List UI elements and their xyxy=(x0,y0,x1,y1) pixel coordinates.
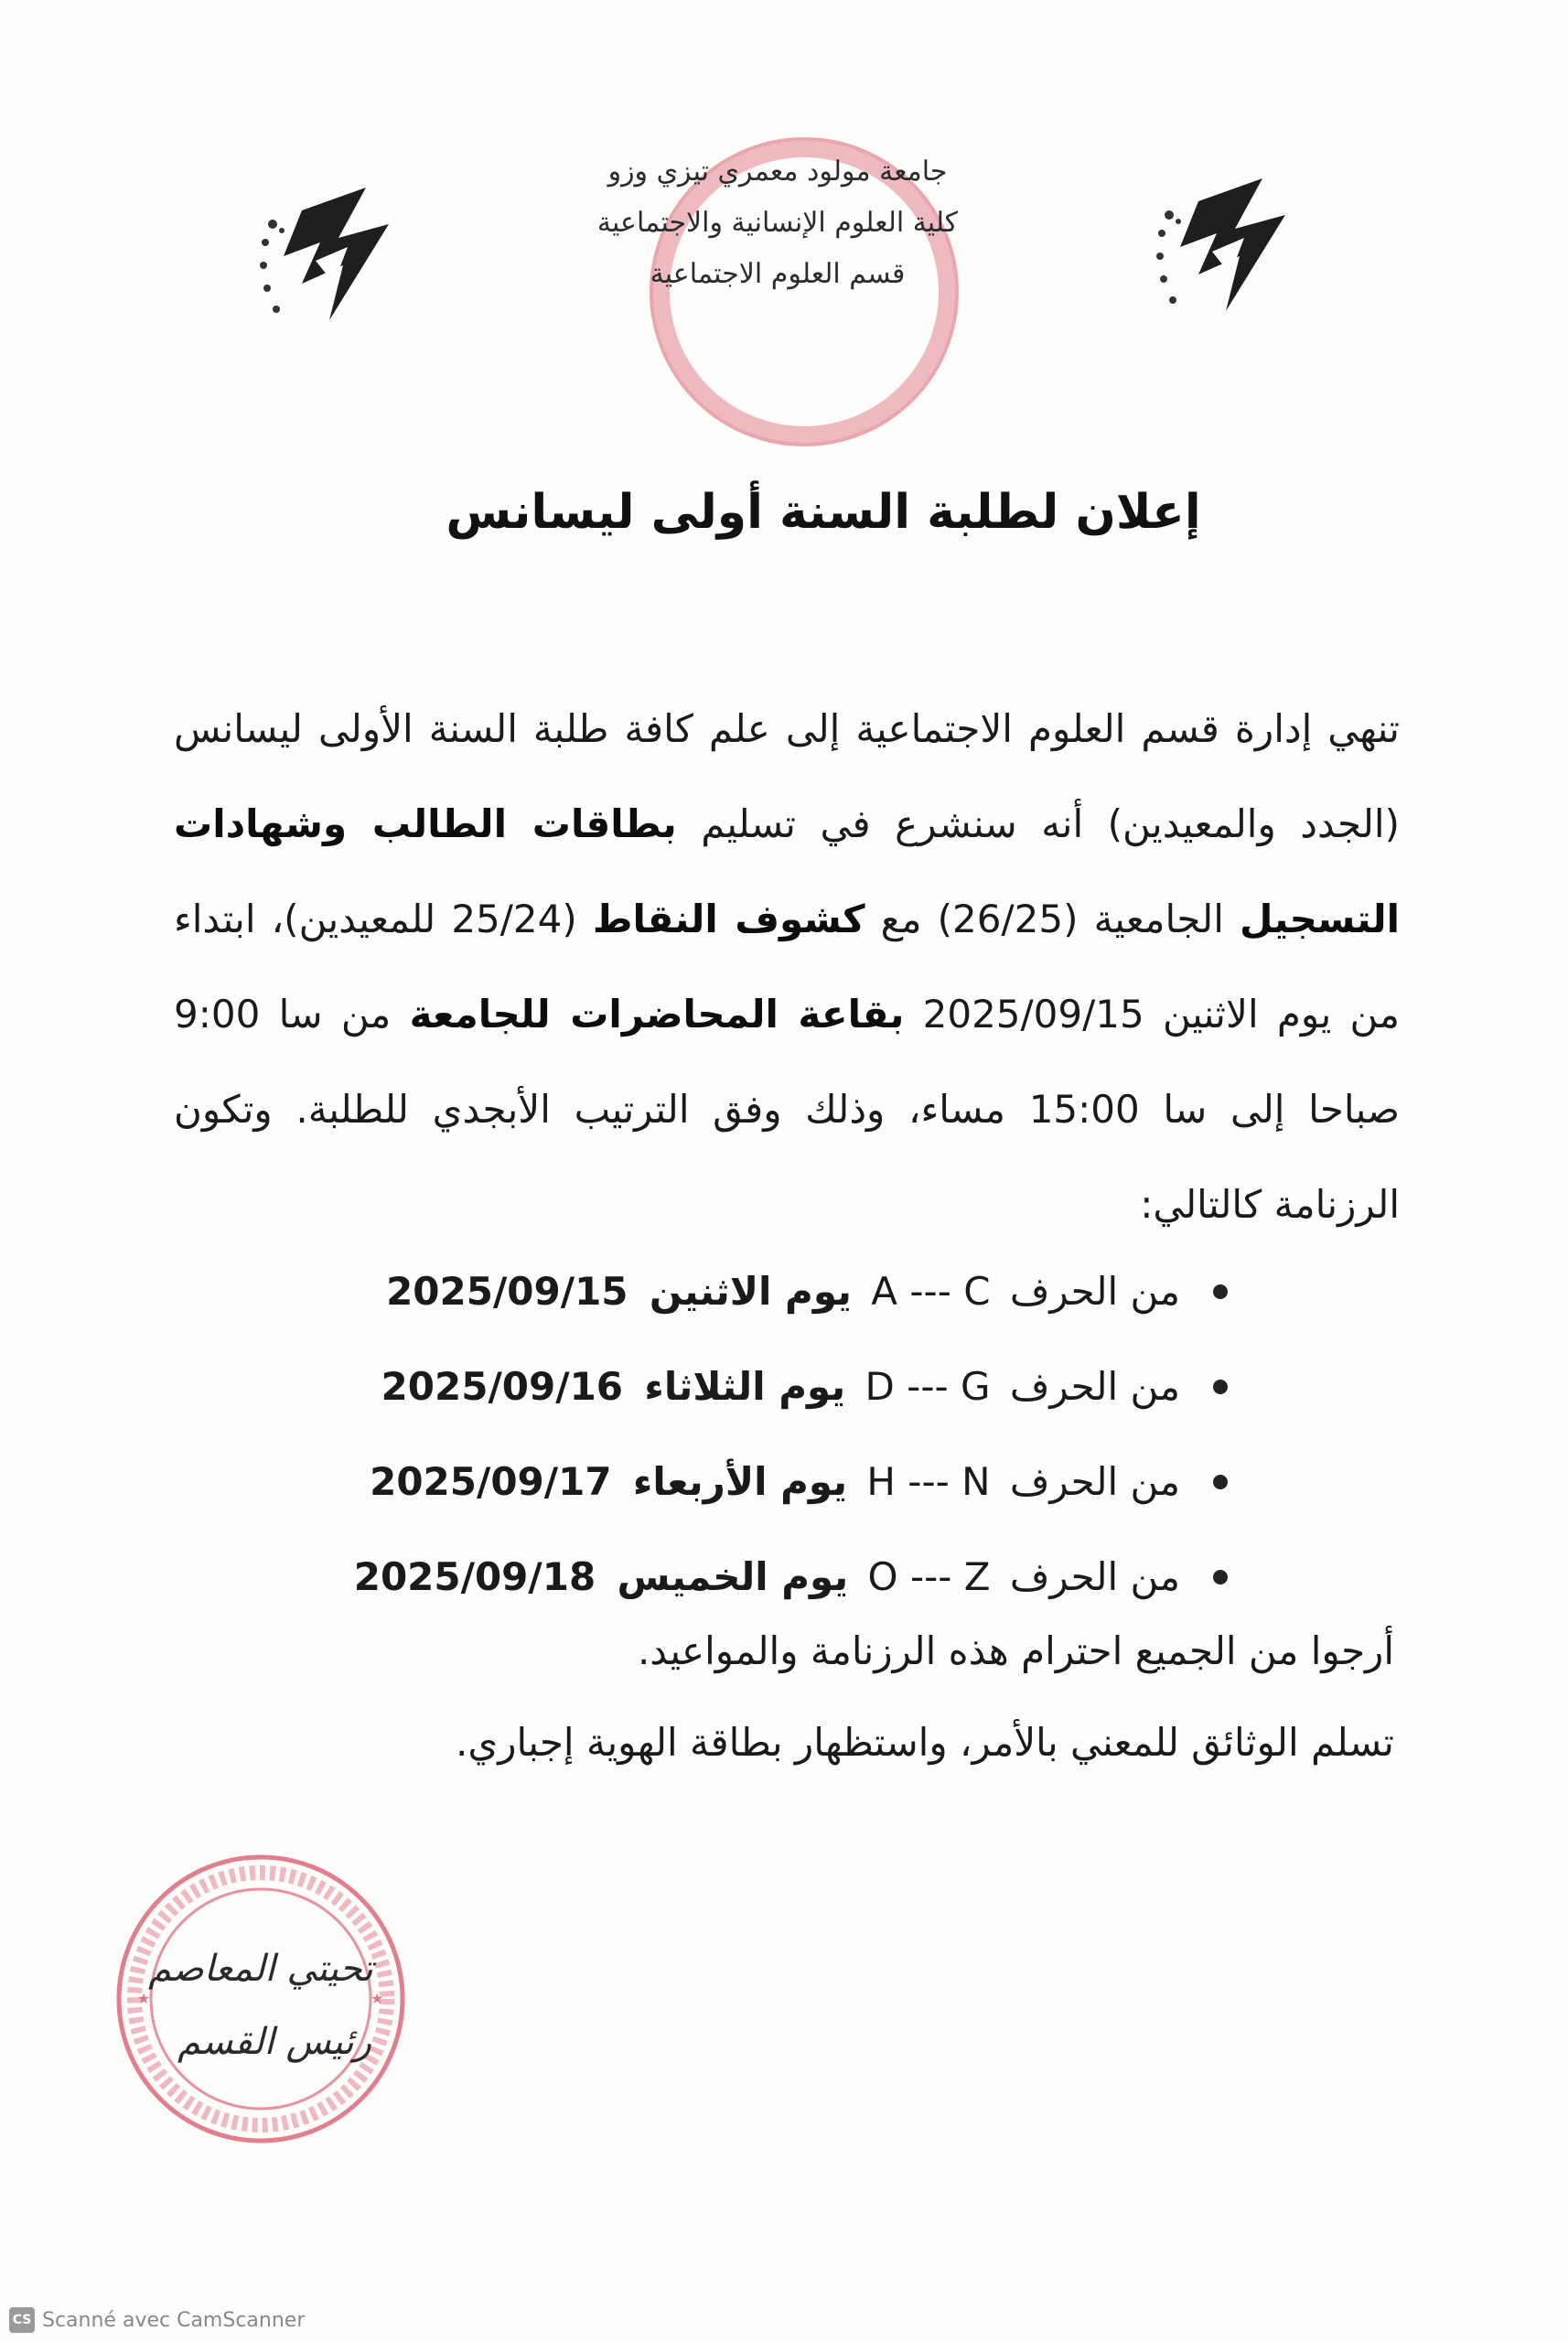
bullet-icon xyxy=(1213,1380,1228,1394)
scanner-watermark xyxy=(9,2307,305,2333)
university-logo-right xyxy=(1125,165,1308,348)
schedule-item xyxy=(386,1244,1244,1339)
signature-name: تحيتي المعاصم xyxy=(148,1948,373,1990)
schedule-date: 2025/09/15 xyxy=(386,1269,628,1314)
schedule-prefix: من الحرف xyxy=(1009,1554,1180,1599)
svg-text:★: ★ xyxy=(371,1990,384,2007)
note-id-required: تسلم الوثائق للمعني بالأمر، واستظهار بطاقة الهوية إجباري. xyxy=(455,1720,1394,1765)
faculty-name: كلية العلوم الإنسانية والاجتماعية xyxy=(596,207,959,239)
university-name: جامعة مولود معمري تيزي وزو xyxy=(607,156,948,188)
university-logo-left xyxy=(229,174,412,357)
body-bold-2: كشوف النقاط xyxy=(592,897,865,941)
schedule-range: H --- N xyxy=(866,1459,991,1504)
body-bold-1: بطاقات الطالب وشهادات التسجيل xyxy=(174,801,1400,941)
schedule-prefix: من الحرف xyxy=(1009,1269,1180,1314)
schedule-date: 2025/09/18 xyxy=(353,1554,596,1599)
bullet-icon xyxy=(1213,1570,1228,1585)
schedule-item xyxy=(381,1339,1244,1434)
schedule-item xyxy=(353,1530,1244,1625)
schedule-range: A --- C xyxy=(871,1269,991,1314)
schedule-day: يوم الثلاثاء xyxy=(644,1364,846,1409)
announcement-title: إعلان لطلبة السنة أولى ليسانس xyxy=(446,485,1201,540)
schedule-item xyxy=(370,1434,1244,1530)
body-part-2: الجامعية (26/25) مع xyxy=(865,897,1240,941)
body-bold-3: بقاعة المحاضرات للجامعة xyxy=(409,992,905,1037)
schedule-prefix: من الحرف xyxy=(1009,1364,1180,1409)
schedule-day: يوم الاثنين xyxy=(649,1269,852,1314)
body-part-4: من سا 9:00 صباحا إلى سا 15:00 مساء، وذلك وفق الترتيب الأبجدي للطلبة. وتكون الرزنامة كالتالي: xyxy=(174,992,1401,1227)
institution-header xyxy=(512,146,1043,300)
body-part-1: تنهي إدارة قسم العلوم الاجتماعية إلى علم كافة طلبة السنة الأولى ليسانس (الجدد والمعيدين) أنه سنشرع في تسليم xyxy=(174,706,1400,846)
schedule-date: 2025/09/16 xyxy=(381,1364,624,1409)
schedule-range: D --- G xyxy=(865,1364,991,1409)
scanner-text: Scanné avec CamScanner xyxy=(42,2308,306,2332)
body-part-3: (25/24 للمعيدين)، ابتداء من يوم الاثنين 2025/09/15 xyxy=(174,897,1400,1037)
schedule-prefix: من الحرف xyxy=(1009,1459,1180,1504)
svg-text:★: ★ xyxy=(137,1990,151,2007)
schedule-date: 2025/09/17 xyxy=(370,1459,612,1504)
schedule-list xyxy=(353,1244,1244,1625)
department-name: قسم العلوم الاجتماعية xyxy=(650,258,906,290)
department-head-stamp xyxy=(110,1848,412,2150)
bullet-icon xyxy=(1213,1475,1228,1489)
note-respect-schedule: أرجوا من الجميع احترام هذه الرزنامة والمواعيد. xyxy=(637,1628,1394,1673)
schedule-day: يوم الخميس xyxy=(617,1554,849,1599)
announcement-body xyxy=(174,682,1400,1252)
camscanner-icon: CS xyxy=(9,2307,35,2333)
schedule-day: يوم الأربعاء xyxy=(632,1459,847,1504)
signature-role: رئيس القسم xyxy=(177,2021,372,2063)
bullet-icon xyxy=(1213,1284,1228,1299)
schedule-range: O --- Z xyxy=(867,1554,991,1599)
